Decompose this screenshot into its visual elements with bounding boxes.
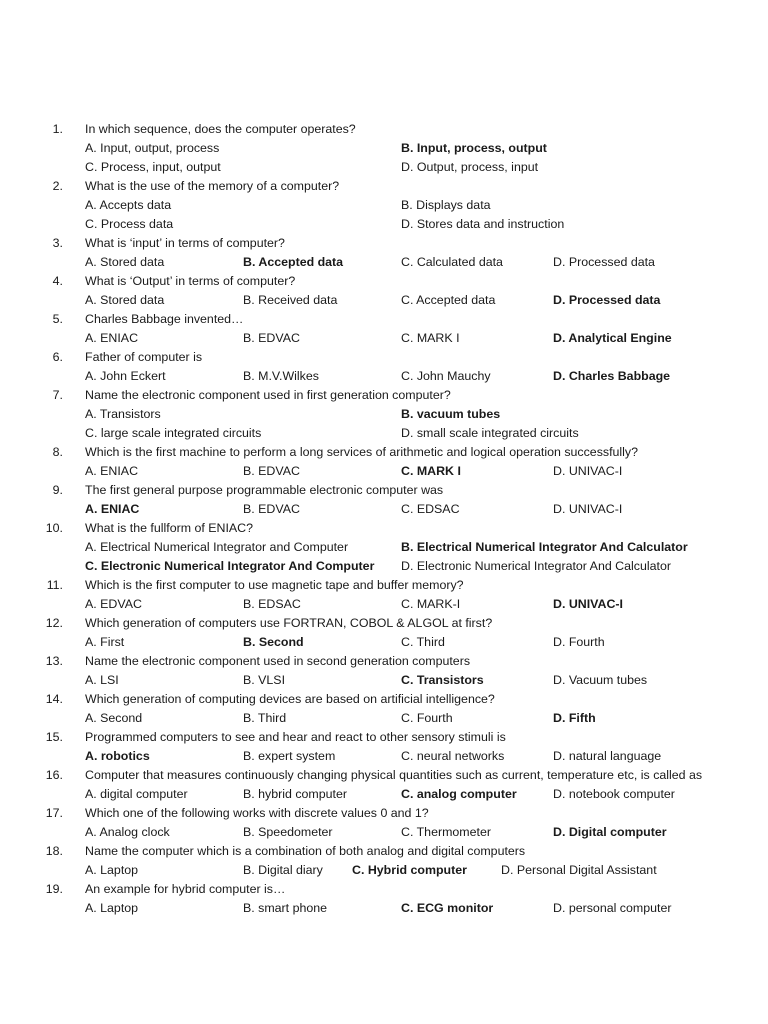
answer-option: B. VLSI (243, 673, 286, 687)
question-number: 11. (46, 578, 63, 592)
question-number: 4. (52, 274, 63, 288)
answer-option: D. personal computer (553, 901, 672, 915)
options-row (0, 253, 768, 272)
question-number: 7. (52, 388, 63, 402)
question-line (0, 614, 768, 633)
question-text: Which generation of computing devices are based on artificial intelligence? (85, 692, 495, 706)
question-number: 5. (52, 312, 63, 326)
answer-option: C. Calculated data (401, 255, 503, 269)
answer-option: C. Third (401, 635, 445, 649)
options-row (0, 329, 768, 348)
answer-option: B. hybrid computer (243, 787, 347, 801)
question-line (0, 443, 768, 462)
answer-option: A. Laptop (85, 901, 139, 915)
question-number: 14. (45, 692, 63, 706)
question-line (0, 842, 768, 861)
question-line (0, 804, 768, 823)
answer-option: A. Input, output, process (85, 141, 220, 155)
question-line (0, 652, 768, 671)
answer-option: B. Speedometer (243, 825, 333, 839)
answer-option-correct: C. Electronic Numerical Integrator And Computer (85, 559, 375, 573)
answer-option: A. digital computer (85, 787, 188, 801)
answer-option-correct: A. robotics (85, 749, 150, 763)
question-line (0, 272, 768, 291)
answer-option-correct: B. vacuum tubes (401, 407, 501, 421)
answer-option-correct: B. Accepted data (243, 255, 344, 269)
options-row (0, 424, 768, 443)
answer-option: D. UNIVAC-I (553, 502, 623, 516)
options-row (0, 899, 768, 918)
answer-option: C. large scale integrated circuits (85, 426, 262, 440)
answer-option-correct: C. ECG monitor (401, 901, 494, 915)
answer-option: D. Personal Digital Assistant (501, 863, 657, 877)
answer-option: D. Vacuum tubes (553, 673, 648, 687)
options-row (0, 538, 768, 557)
answer-option: A. ENIAC (85, 464, 139, 478)
answer-option: A. LSI (85, 673, 119, 687)
answer-option: B. Displays data (401, 198, 491, 212)
answer-option: C. MARK I (401, 331, 460, 345)
question-number: 15. (45, 730, 63, 744)
options-row (0, 462, 768, 481)
question-text: Computer that measures continuously changing physical quantities such as current, temperature etc, is called as (85, 768, 703, 782)
answer-option: C. EDSAC (401, 502, 460, 516)
answer-option: A. John Eckert (85, 369, 166, 383)
question-number: 18. (45, 844, 63, 858)
answer-option: B. Third (243, 711, 287, 725)
question-line (0, 386, 768, 405)
question-text: The first general purpose programmable electronic computer was (85, 483, 444, 497)
answer-option: C. MARK-I (401, 597, 461, 611)
question-number: 10. (45, 521, 63, 535)
answer-option: B. EDSAC (243, 597, 301, 611)
answer-option: B. EDVAC (243, 331, 300, 345)
options-row (0, 633, 768, 652)
answer-option-correct: C. Transistors (401, 673, 484, 687)
options-row (0, 215, 768, 234)
answer-option: B. M.V.Wilkes (243, 369, 319, 383)
options-row (0, 785, 768, 804)
question-number: 16. (45, 768, 63, 782)
question-number: 6. (52, 350, 63, 364)
answer-option: C. Thermometer (401, 825, 491, 839)
answer-option: C. Process, input, output (85, 160, 221, 174)
answer-option-correct: C. analog computer (401, 787, 517, 801)
question-text: Name the electronic component used in second generation computers (85, 654, 471, 668)
answer-option: A. Accepts data (85, 198, 172, 212)
answer-option-correct: C. MARK I (401, 464, 461, 478)
options-row (0, 557, 768, 576)
answer-option-correct: D. UNIVAC-I (553, 597, 623, 611)
answer-option: B. EDVAC (243, 502, 300, 516)
question-text: Father of computer is (85, 350, 203, 364)
answer-option: C. Fourth (401, 711, 453, 725)
question-list (0, 120, 768, 918)
question-number: 1. (52, 122, 63, 136)
question-line (0, 690, 768, 709)
answer-option: A. EDVAC (85, 597, 142, 611)
question-line (0, 576, 768, 595)
question-line (0, 519, 768, 538)
answer-option: A. Analog clock (85, 825, 170, 839)
question-text: Which generation of computers use FORTRAN, COBOL & ALGOL at first? (85, 616, 493, 630)
answer-option: B. EDVAC (243, 464, 300, 478)
answer-option: D. Processed data (553, 255, 655, 269)
question-text: What is the fullform of ENIAC? (85, 521, 254, 535)
question-line (0, 728, 768, 747)
question-number: 19. (45, 882, 63, 896)
answer-option-correct: B. Second (243, 635, 304, 649)
question-number: 12. (45, 616, 63, 630)
question-text: Name the computer which is a combination of both analog and digital computers (85, 844, 526, 858)
question-line (0, 177, 768, 196)
answer-option: A. Electrical Numerical Integrator and Computer (85, 540, 349, 554)
options-row (0, 709, 768, 728)
answer-option: A. ENIAC (85, 331, 139, 345)
question-text: Which one of the following works with discrete values 0 and 1? (85, 806, 429, 820)
question-text: Which is the first computer to use magnetic tape and buffer memory? (85, 578, 464, 592)
question-line (0, 234, 768, 253)
options-row (0, 823, 768, 842)
answer-option: D. natural language (553, 749, 662, 763)
answer-option: C. neural networks (401, 749, 505, 763)
answer-option-correct: A. ENIAC (85, 502, 140, 516)
answer-option: B. smart phone (243, 901, 328, 915)
options-row (0, 367, 768, 386)
question-number: 9. (52, 483, 63, 497)
answer-option: A. Stored data (85, 293, 165, 307)
question-text: What is the use of the memory of a computer? (85, 179, 340, 193)
question-text: An example for hybrid computer is… (85, 882, 286, 896)
options-row (0, 196, 768, 215)
answer-option: D. notebook computer (553, 787, 675, 801)
question-number: 17. (45, 806, 63, 820)
question-number: 8. (52, 445, 63, 459)
answer-option-correct: B. Electrical Numerical Integrator And Calculator (401, 540, 688, 554)
options-row (0, 595, 768, 614)
answer-option: A. Laptop (85, 863, 139, 877)
question-number: 2. (52, 179, 63, 193)
answer-option: D. Electronic Numerical Integrator And Calculator (401, 559, 671, 573)
question-line (0, 766, 768, 785)
question-line (0, 481, 768, 500)
question-number: 13. (45, 654, 63, 668)
question-text: What is ‘input’ in terms of computer? (85, 236, 285, 250)
question-line (0, 880, 768, 899)
answer-option: A. Transistors (85, 407, 161, 421)
options-row (0, 861, 768, 880)
answer-option: C. Process data (85, 217, 174, 231)
question-text: Charles Babbage invented… (85, 312, 244, 326)
question-line (0, 348, 768, 367)
answer-option: B. Digital diary (243, 863, 323, 877)
answer-option: D. Stores data and instruction (401, 217, 565, 231)
options-row (0, 291, 768, 310)
answer-option: C. John Mauchy (401, 369, 491, 383)
answer-option: C. Accepted data (401, 293, 496, 307)
answer-option-correct: D. Charles Babbage (553, 369, 671, 383)
question-text: What is ‘Output’ in terms of computer? (85, 274, 296, 288)
answer-option: B. Received data (243, 293, 338, 307)
answer-option-correct: D. Digital computer (553, 825, 667, 839)
options-row (0, 405, 768, 424)
question-text: Name the electronic component used in first generation computer? (85, 388, 451, 402)
answer-option-correct: D. Processed data (553, 293, 661, 307)
answer-option-correct: C. Hybrid computer (352, 863, 467, 877)
answer-option-correct: B. Input, process, output (401, 141, 547, 155)
options-row (0, 500, 768, 519)
question-number: 3. (52, 236, 63, 250)
answer-option-correct: D. Fifth (553, 711, 596, 725)
answer-option: A. First (85, 635, 125, 649)
options-row (0, 671, 768, 690)
options-row (0, 747, 768, 766)
answer-option: D. Fourth (553, 635, 605, 649)
answer-option-correct: D. Analytical Engine (553, 331, 672, 345)
answer-option: D. Output, process, input (401, 160, 539, 174)
answer-option: A. Second (85, 711, 143, 725)
answer-option: A. Stored data (85, 255, 165, 269)
answer-option: B. expert system (243, 749, 336, 763)
options-row (0, 139, 768, 158)
answer-option: D. UNIVAC-I (553, 464, 623, 478)
question-line (0, 120, 768, 139)
question-text: Which is the first machine to perform a long services of arithmetic and logical operation successfully? (85, 445, 639, 459)
question-text: In which sequence, does the computer operates? (85, 122, 356, 136)
answer-option: D. small scale integrated circuits (401, 426, 579, 440)
options-row (0, 158, 768, 177)
question-line (0, 310, 768, 329)
question-text: Programmed computers to see and hear and react to other sensory stimuli is (85, 730, 506, 744)
